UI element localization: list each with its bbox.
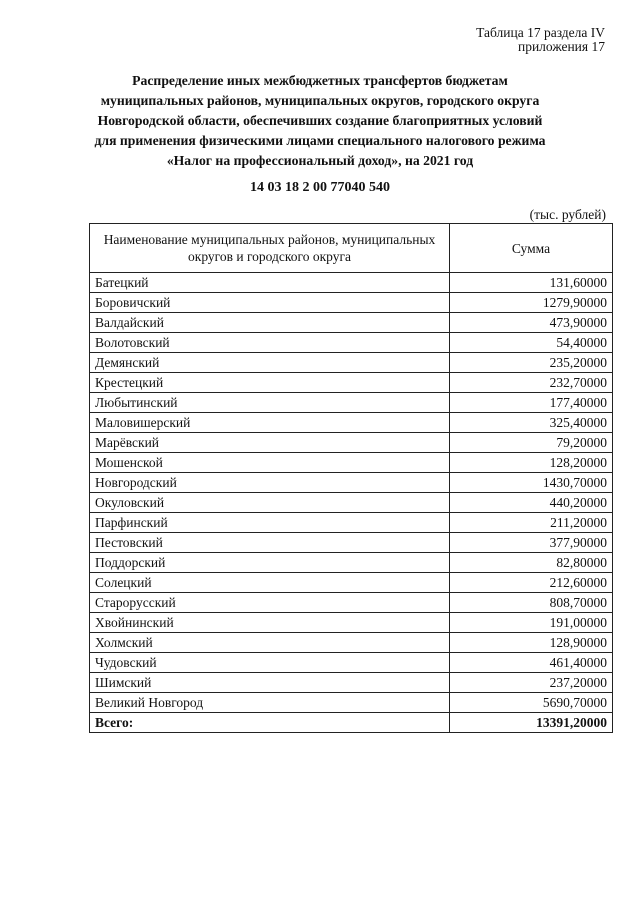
- amount-value: 191,00000: [450, 613, 613, 633]
- table-row: [90, 313, 613, 333]
- municipality-name: Великий Новгород: [90, 693, 450, 713]
- table-row: [90, 653, 613, 673]
- table-row: [90, 593, 613, 613]
- municipality-name: Парфинский: [90, 513, 450, 533]
- municipality-name: Демянский: [90, 353, 450, 373]
- header-name-column: Наименование муниципальных районов, муниципальных округов и городского округа: [90, 224, 450, 273]
- amount-value: 461,40000: [450, 653, 613, 673]
- municipality-name: Холмский: [90, 633, 450, 653]
- allocation-table: [89, 223, 613, 733]
- table-row: [90, 433, 613, 453]
- table-row: [90, 513, 613, 533]
- table-row: [90, 273, 613, 293]
- table-header-row: [90, 224, 613, 273]
- total-row: [90, 713, 613, 733]
- table-row: [90, 573, 613, 593]
- municipality-name: Крестецкий: [90, 373, 450, 393]
- amount-value: 1279,90000: [450, 293, 613, 313]
- title-line: «Налог на профессиональный доход», на 2021 год: [166, 153, 474, 168]
- amount-value: 128,20000: [450, 453, 613, 473]
- municipality-name: Волотовский: [90, 333, 450, 353]
- amount-value: 177,40000: [450, 393, 613, 413]
- amount-value: 377,90000: [450, 533, 613, 553]
- table-row: [90, 633, 613, 653]
- amount-value: 440,20000: [450, 493, 613, 513]
- municipality-name: Поддорский: [90, 553, 450, 573]
- municipality-name: Пестовский: [90, 533, 450, 553]
- table-row: [90, 693, 613, 713]
- total-label: Всего:: [90, 713, 450, 733]
- table-row: [90, 613, 613, 633]
- municipality-name: Любытинский: [90, 393, 450, 413]
- title-line: Распределение иных межбюджетных трансфертов бюджетам: [132, 73, 508, 88]
- table-row: [90, 413, 613, 433]
- municipality-name: Солецкий: [90, 573, 450, 593]
- amount-value: 808,70000: [450, 593, 613, 613]
- amount-value: 5690,70000: [450, 693, 613, 713]
- amount-value: 211,20000: [450, 513, 613, 533]
- municipality-name: Старорусский: [90, 593, 450, 613]
- title-line: муниципальных районов, муниципальных округов, городского округа: [100, 93, 540, 108]
- amount-value: 79,20000: [450, 433, 613, 453]
- amount-value: 1430,70000: [450, 473, 613, 493]
- table-row: [90, 493, 613, 513]
- municipality-name: Батецкий: [90, 273, 450, 293]
- municipality-name: Хвойнинский: [90, 613, 450, 633]
- table-row: [90, 373, 613, 393]
- amount-value: 473,90000: [450, 313, 613, 333]
- header-sum-column: Сумма: [450, 224, 613, 273]
- units-label: (тыс. рублей): [529, 207, 606, 222]
- municipality-name: Шимский: [90, 673, 450, 693]
- table-row: [90, 393, 613, 413]
- amount-value: 325,40000: [450, 413, 613, 433]
- table-row: [90, 293, 613, 313]
- amount-value: 237,20000: [450, 673, 613, 693]
- amount-value: 131,60000: [450, 273, 613, 293]
- table-row: [90, 533, 613, 553]
- table-section-label: Таблица 17 раздела IV: [476, 25, 605, 40]
- table-row: [90, 333, 613, 353]
- municipality-name: Маловишерский: [90, 413, 450, 433]
- table-row: [90, 453, 613, 473]
- municipality-name: Марёвский: [90, 433, 450, 453]
- municipality-name: Боровичский: [90, 293, 450, 313]
- municipality-name: Валдайский: [90, 313, 450, 333]
- municipality-name: Новгородский: [90, 473, 450, 493]
- amount-value: 232,70000: [450, 373, 613, 393]
- municipality-name: Окуловский: [90, 493, 450, 513]
- table-row: [90, 473, 613, 493]
- amount-value: 212,60000: [450, 573, 613, 593]
- table-row: [90, 553, 613, 573]
- document-title: [0, 71, 640, 198]
- municipality-name: Мошенской: [90, 453, 450, 473]
- amount-value: 128,90000: [450, 633, 613, 653]
- appendix-label: приложения 17: [517, 39, 605, 54]
- title-line: для применения физическими лицами специального налогового режима: [94, 133, 546, 148]
- amount-value: 54,40000: [450, 333, 613, 353]
- table-row: [90, 353, 613, 373]
- amount-value: 82,80000: [450, 553, 613, 573]
- amount-value: 235,20000: [450, 353, 613, 373]
- total-value: 13391,20000: [450, 713, 613, 733]
- table-row: [90, 673, 613, 693]
- budget-classification-code: 14 03 18 2 00 77040 540: [250, 180, 390, 195]
- title-line: Новгородской области, обеспечивших создание благоприятных условий: [97, 113, 543, 128]
- table-reference: [476, 26, 605, 54]
- municipality-name: Чудовский: [90, 653, 450, 673]
